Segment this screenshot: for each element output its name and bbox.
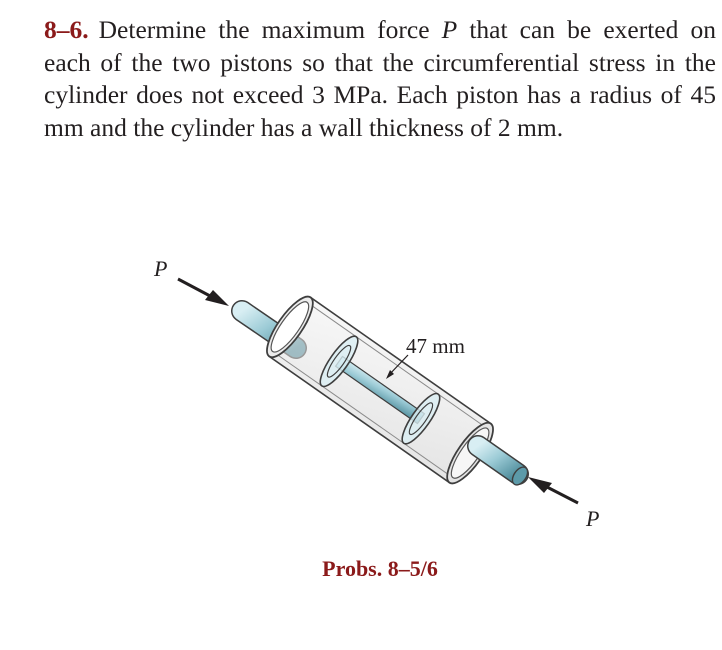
load-label-right: P [586, 506, 600, 531]
right-rod [478, 446, 518, 474]
force-arrow-right-shaft [545, 486, 578, 503]
dimension-label: 47 mm [406, 334, 465, 358]
statement-part-1: Determine the maximum force [98, 15, 442, 44]
force-arrow-left-shaft [178, 279, 212, 297]
force-arrow-left-head [205, 290, 229, 306]
force-arrow-right-head [528, 477, 552, 493]
figure-caption: Probs. 8–5/6 [322, 556, 438, 581]
force-symbol: P [441, 15, 458, 44]
problem-number: 8–6. [44, 15, 89, 44]
load-label-left: P [154, 256, 168, 281]
statement-part-2: that can be exerted on each of the two pistons so that the circumferential stress in the cylinder does not exceed 3 MPa. Each piston has a radius of 45 mm and the cylinder has a wall thickness of 2 mm. [44, 15, 716, 142]
